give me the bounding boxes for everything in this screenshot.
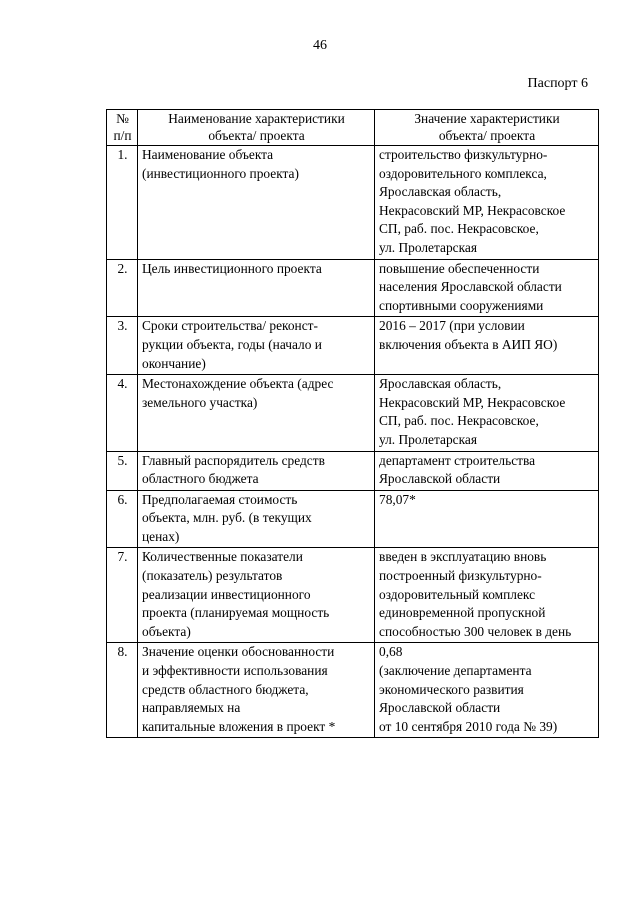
characteristic-name-cell — [138, 259, 375, 317]
characteristic-value-cell — [375, 146, 599, 260]
cell-line: ул. Пролетарская — [379, 239, 477, 255]
characteristic-name-cell — [138, 317, 375, 375]
cell-line: Некрасовский МР, Некрасовское — [379, 394, 566, 410]
row-number: 7. — [107, 548, 138, 643]
characteristic-name-cell — [138, 146, 375, 260]
cell-line: 2016 – 2017 (при условии — [379, 318, 525, 334]
header-characteristic-name: Наименование характеристики объекта/ проекта — [138, 110, 375, 146]
cell-line: Наименование объекта — [142, 147, 274, 162]
cell-line: Главный распорядитель средств — [142, 452, 325, 468]
cell-line: населения Ярославской области — [379, 279, 562, 295]
row-number: 2. — [107, 259, 138, 317]
cell-line: средств областного бюджета, — [142, 681, 309, 697]
characteristic-value-cell — [375, 548, 599, 643]
characteristic-value-cell — [375, 375, 599, 451]
cell-line: СП, раб. пос. Некрасовское, — [379, 221, 539, 237]
cell-line: Ярославская область, — [379, 184, 502, 200]
cell-line: областного бюджета — [142, 471, 259, 487]
table-row — [107, 259, 599, 317]
cell-line: окончание) — [142, 355, 206, 371]
header-characteristic-value: Значение характеристики объекта/ проекта — [375, 110, 599, 146]
cell-line: оздоровительного комплекса, — [379, 165, 547, 181]
cell-line: Некрасовский МР, Некрасовское — [379, 202, 566, 218]
cell-line: земельного участка) — [142, 394, 258, 410]
cell-line: включения объекта в АИП ЯО) — [379, 336, 558, 352]
table-row — [107, 317, 599, 375]
cell-line: рукции объекта, годы (начало и — [142, 336, 322, 352]
row-number: 4. — [107, 375, 138, 451]
cell-line: Цель инвестиционного проекта — [142, 260, 322, 276]
cell-line: введен в эксплуатацию вновь — [379, 549, 547, 565]
page-number: 46 — [313, 38, 327, 53]
cell-line: строительство физкультурно- — [379, 147, 548, 162]
characteristic-value-cell — [375, 259, 599, 317]
cell-line: от 10 сентября 2010 года № 39) — [379, 718, 558, 734]
characteristic-name-cell — [138, 375, 375, 451]
cell-line: объекта) — [142, 623, 191, 639]
cell-line: капитальные вложения в проект * — [142, 718, 336, 734]
passport-label: Паспорт 6 — [527, 76, 588, 91]
characteristic-name-cell — [138, 490, 375, 548]
cell-line: Ярославской области — [379, 700, 501, 716]
cell-line: экономического развития — [379, 681, 524, 697]
cell-line: Ярославская область, — [379, 376, 502, 392]
cell-line: (инвестиционного проекта) — [142, 165, 299, 181]
cell-line: Значение оценки обоснованности — [142, 644, 335, 660]
characteristic-value-cell — [375, 490, 599, 548]
characteristic-value-cell — [375, 451, 599, 490]
table-row — [107, 490, 599, 548]
cell-line: реализации инвестиционного — [142, 586, 311, 602]
cell-line: единовременной пропускной — [379, 605, 546, 621]
row-number: 6. — [107, 490, 138, 548]
cell-line: и эффективности использования — [142, 663, 328, 679]
cell-line: 0,68 — [379, 644, 403, 660]
header-number: № п/п — [107, 110, 138, 146]
cell-line: объекта, млн. руб. (в текущих — [142, 510, 312, 526]
row-number: 3. — [107, 317, 138, 375]
cell-line: направляемых на — [142, 700, 241, 716]
cell-line: оздоровительный комплекс — [379, 586, 536, 602]
cell-line: построенный физкультурно- — [379, 568, 542, 584]
cell-line: Местонахождение объекта (адрес — [142, 376, 334, 392]
row-number: 8. — [107, 643, 138, 738]
cell-line: 78,07* — [379, 491, 416, 507]
row-number: 1. — [107, 146, 138, 260]
cell-line: Предполагаемая стоимость — [142, 491, 298, 507]
cell-line: Сроки строительства/ реконст- — [142, 318, 318, 334]
characteristic-name-cell — [138, 548, 375, 643]
cell-line: способностью 300 человек в день — [379, 623, 572, 639]
cell-line: Количественные показатели — [142, 549, 303, 565]
cell-line: повышение обеспеченности — [379, 260, 540, 276]
table-row — [107, 548, 599, 643]
cell-line: СП, раб. пос. Некрасовское, — [379, 413, 539, 429]
cell-line: ценах) — [142, 528, 180, 544]
cell-line: (заключение департамента — [379, 663, 532, 679]
table-header-row — [107, 110, 599, 146]
table-row — [107, 146, 599, 260]
characteristic-value-cell — [375, 643, 599, 738]
characteristic-name-cell — [138, 643, 375, 738]
cell-line: спортивными сооружениями — [379, 297, 544, 313]
cell-line: Ярославской области — [379, 471, 501, 487]
table-row — [107, 643, 599, 738]
table-body — [107, 146, 599, 738]
cell-line: (показатель) результатов — [142, 568, 283, 584]
cell-line: проекта (планируемая мощность — [142, 605, 330, 621]
characteristic-name-cell — [138, 451, 375, 490]
row-number: 5. — [107, 451, 138, 490]
table-row — [107, 375, 599, 451]
passport-table — [106, 109, 599, 738]
cell-line: департамент строительства — [379, 452, 536, 468]
cell-line: ул. Пролетарская — [379, 431, 477, 447]
table-row — [107, 451, 599, 490]
characteristic-value-cell — [375, 317, 599, 375]
